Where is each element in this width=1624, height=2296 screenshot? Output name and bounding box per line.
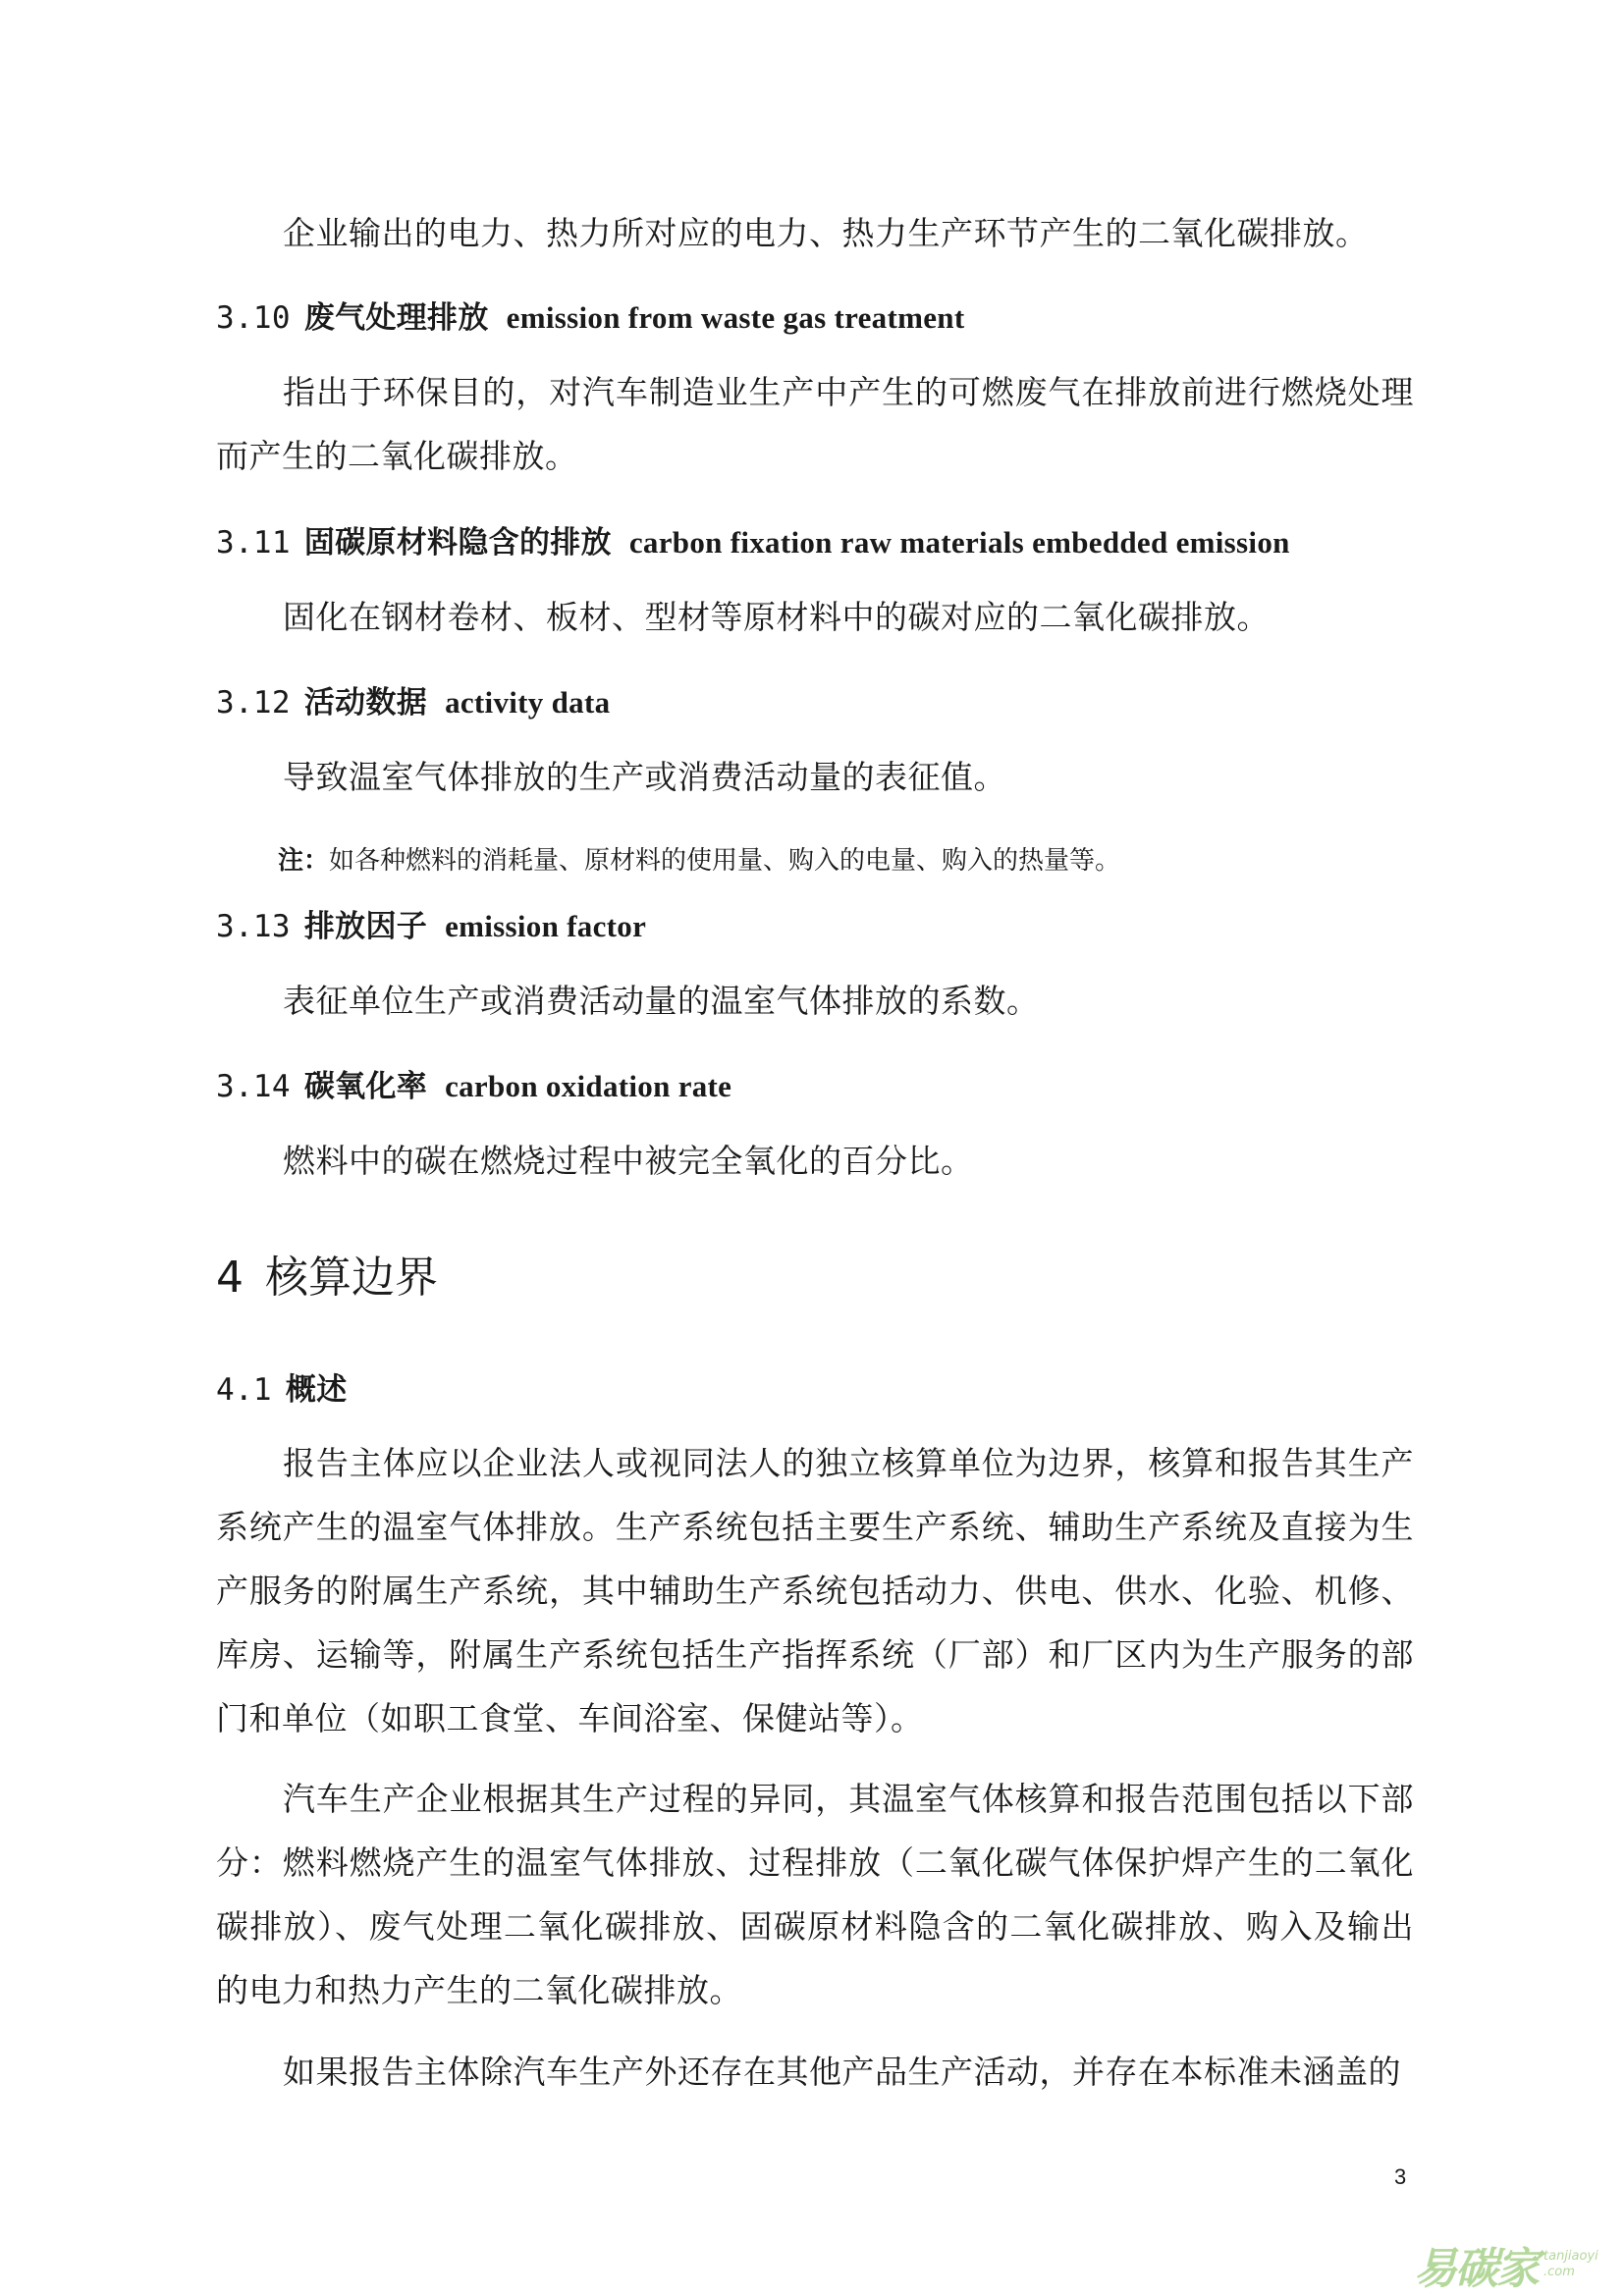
section-heading-3-12 xyxy=(216,677,610,721)
section-title-en: emission factor xyxy=(445,909,647,943)
section-number: 3.13 xyxy=(216,909,291,944)
paragraph-4-1-c: 如果报告主体除汽车生产外还存在其他产品生产活动，并存在本标准未涵盖的 xyxy=(283,2053,1401,2091)
paragraph-3-10: 指出于环保目的，对汽车制造业生产中产生的可燃废气在排放前进行燃烧处理而产生的二氧化碳排放。 xyxy=(216,373,1414,475)
watermark-domain-line2: .com xyxy=(1543,2265,1575,2279)
watermark-text: 易碳家 xyxy=(1414,2244,1538,2294)
section-number: 3.10 xyxy=(216,300,291,336)
chapter-title: 核算边界 xyxy=(265,1253,438,1303)
paragraph-4-1-b: 汽车生产企业根据其生产过程的异同，其温室气体核算和报告范围包括以下部分：燃料燃烧产生的温室气体排放、过程排放（二氧化碳气体保护焊产生的二氧化碳排放）、废气处理二氧化碳排放、固碳原材料隐含的二氧化碳排放、购入及输出的电力和热力产生的二氧化碳排放。 xyxy=(216,1780,1414,2009)
watermark-domain-line1: tanjiaoyi xyxy=(1543,2249,1598,2264)
section-number: 3.14 xyxy=(216,1069,291,1104)
section-number: 3.11 xyxy=(216,525,291,561)
chapter-heading-4 xyxy=(216,1242,438,1305)
section-title-zh: 废气处理排放 xyxy=(303,300,489,336)
section-heading-3-11 xyxy=(216,517,1290,561)
section-heading-3-14 xyxy=(216,1061,731,1105)
section-title-zh: 碳氧化率 xyxy=(303,1069,428,1104)
paragraph-3-11: 固化在钢材卷材、板材、型材等原材料中的碳对应的二氧化碳排放。 xyxy=(283,598,1270,636)
note xyxy=(278,840,1120,877)
section-title-zh: 活动数据 xyxy=(303,685,428,721)
paragraph-4-1-a: 报告主体应以企业法人或视同法人的独立核算单位为边界，核算和报告其生产系统产生的温室气体排放。生产系统包括主要生产系统、辅助生产系统及直接为生产服务的附属生产系统，其中辅助生产系统包括动力、供电、供水、化验、机修、库房、运输等，附属生产系统包括生产指挥系统（厂部）和厂区内为生产服务的部门和单位（如职工食堂、车间浴室、保健站等）。 xyxy=(216,1444,1414,1737)
section-title-en: carbon oxidation rate xyxy=(445,1069,732,1103)
page-number: 3 xyxy=(1394,2164,1407,2189)
section-title-zh: 概述 xyxy=(285,1372,348,1408)
section-number: 3.12 xyxy=(216,685,291,721)
paragraph-3-14: 燃料中的碳在燃烧过程中被完全氧化的百分比。 xyxy=(283,1142,974,1180)
section-title-en: activity data xyxy=(445,685,611,720)
section-heading-4-1 xyxy=(216,1364,365,1409)
watermark-logo xyxy=(1414,2233,1598,2296)
section-title-en: emission from waste gas treatment xyxy=(506,300,965,335)
section-heading-3-13 xyxy=(216,901,646,945)
section-title-zh: 固碳原材料隐含的排放 xyxy=(303,525,612,561)
section-title-zh: 排放因子 xyxy=(303,909,428,944)
section-heading-3-10 xyxy=(216,293,964,337)
note-label: 注： xyxy=(278,846,330,876)
section-title-en: carbon fixation raw materials embedded emission xyxy=(628,525,1290,560)
watermark-domain xyxy=(1543,2249,1598,2280)
chapter-number: 4 xyxy=(216,1253,244,1303)
paragraph-3-9-tail: 企业输出的电力、热力所对应的电力、热力生产环节产生的二氧化碳排放。 xyxy=(283,214,1369,252)
note-text: 如各种燃料的消耗量、原材料的使用量、购入的电量、购入的热量等。 xyxy=(329,846,1121,876)
section-number: 4.1 xyxy=(216,1372,272,1408)
paragraph-3-13: 表征单位生产或消费活动量的温室气体排放的系数。 xyxy=(283,982,1040,1020)
paragraph-3-12: 导致温室气体排放的生产或消费活动量的表征值。 xyxy=(283,758,1006,796)
